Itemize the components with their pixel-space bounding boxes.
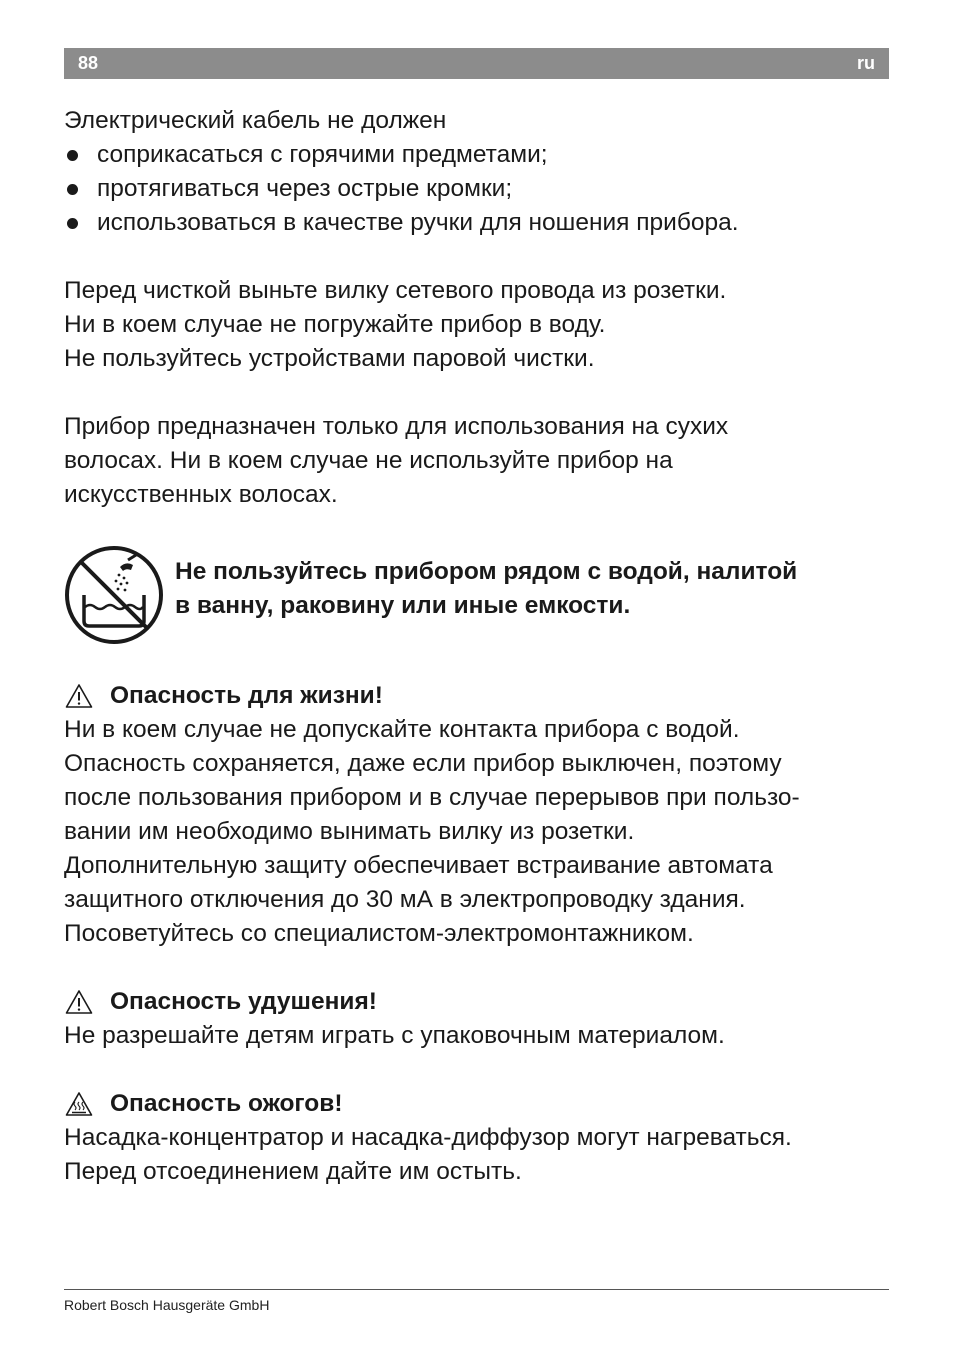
text-line: после пользования прибором и в случае перерывов при пользо- [64,784,800,811]
list-item: использоваться в качестве ручки для ношения прибора. [64,206,894,240]
page-content [64,104,894,1189]
hot-surface-warning-icon [65,1091,93,1117]
text-line: Ни в коем случае не допускайте контакта прибора с водой. [64,716,740,743]
cleaning-paragraph [64,274,894,376]
text-line: Перед чисткой выньте вилку сетевого провода из розетки. [64,277,727,304]
text-line: Дополнительную защиту обеспечивает встраивание автомата [64,852,773,879]
text-line: Насадка-концентратор и насадка-диффузор могут нагреваться. [64,1124,792,1151]
text-line: в ванну, раковину или иные емкости. [175,592,631,619]
cable-bullet-list [64,138,894,240]
text-line: защитного отключения до 30 мА в электропроводку здания. [64,886,746,913]
list-item: протягиваться через острые кромки; [64,172,894,206]
text-line: Прибор предназначен только для использования на сухих [64,413,729,440]
warning-triangle-icon [65,683,93,709]
section-title: Опасность удушения! [110,988,377,1015]
list-item: соприкасаться с горячими предметами; [64,138,894,172]
text-line: Не пользуйтесь устройствами паровой чистки. [64,345,595,372]
text-line: волосах. Ни в коем случае не используйте прибор на [64,447,673,474]
language-code: ru [857,53,875,73]
section-title: Опасность для жизни! [110,682,383,709]
footer-divider [64,1289,889,1290]
danger-burn-section [64,1087,894,1189]
cable-intro: Электрический кабель не должен [64,107,447,134]
text-line: Ни в коем случае не погружайте прибор в воду. [64,311,606,338]
section-heading [64,985,894,1019]
text-line: вании им необходимо вынимать вилку из розетки. [64,818,635,845]
section-title: Опасность ожогов! [110,1090,343,1117]
section-heading [64,679,894,713]
text-line: Перед отсоединением дайте им остыть. [64,1158,522,1185]
page-number: 88 [78,53,99,73]
section-heading [64,1087,894,1121]
water-notice-text [175,555,797,623]
footer-company: Robert Bosch Hausgeräte GmbH [64,1297,270,1313]
page-header-bar [64,48,889,79]
no-water-icon [64,545,164,645]
warning-triangle-icon [65,989,93,1015]
text-line: Не пользуйтесь прибором рядом с водой, налитой [175,558,798,585]
water-notice [64,546,894,645]
danger-suffocation-section [64,985,894,1053]
danger-life-section [64,679,894,951]
text-line: Опасность сохраняется, даже если прибор выключен, поэтому [64,750,782,777]
text-line: Не разрешайте детям играть с упаковочным материалом. [64,1022,725,1049]
text-line: Посоветуйтесь со специалистом-электромонтажником. [64,920,694,947]
text-line: искусственных волосах. [64,481,338,508]
usage-paragraph [64,410,894,512]
